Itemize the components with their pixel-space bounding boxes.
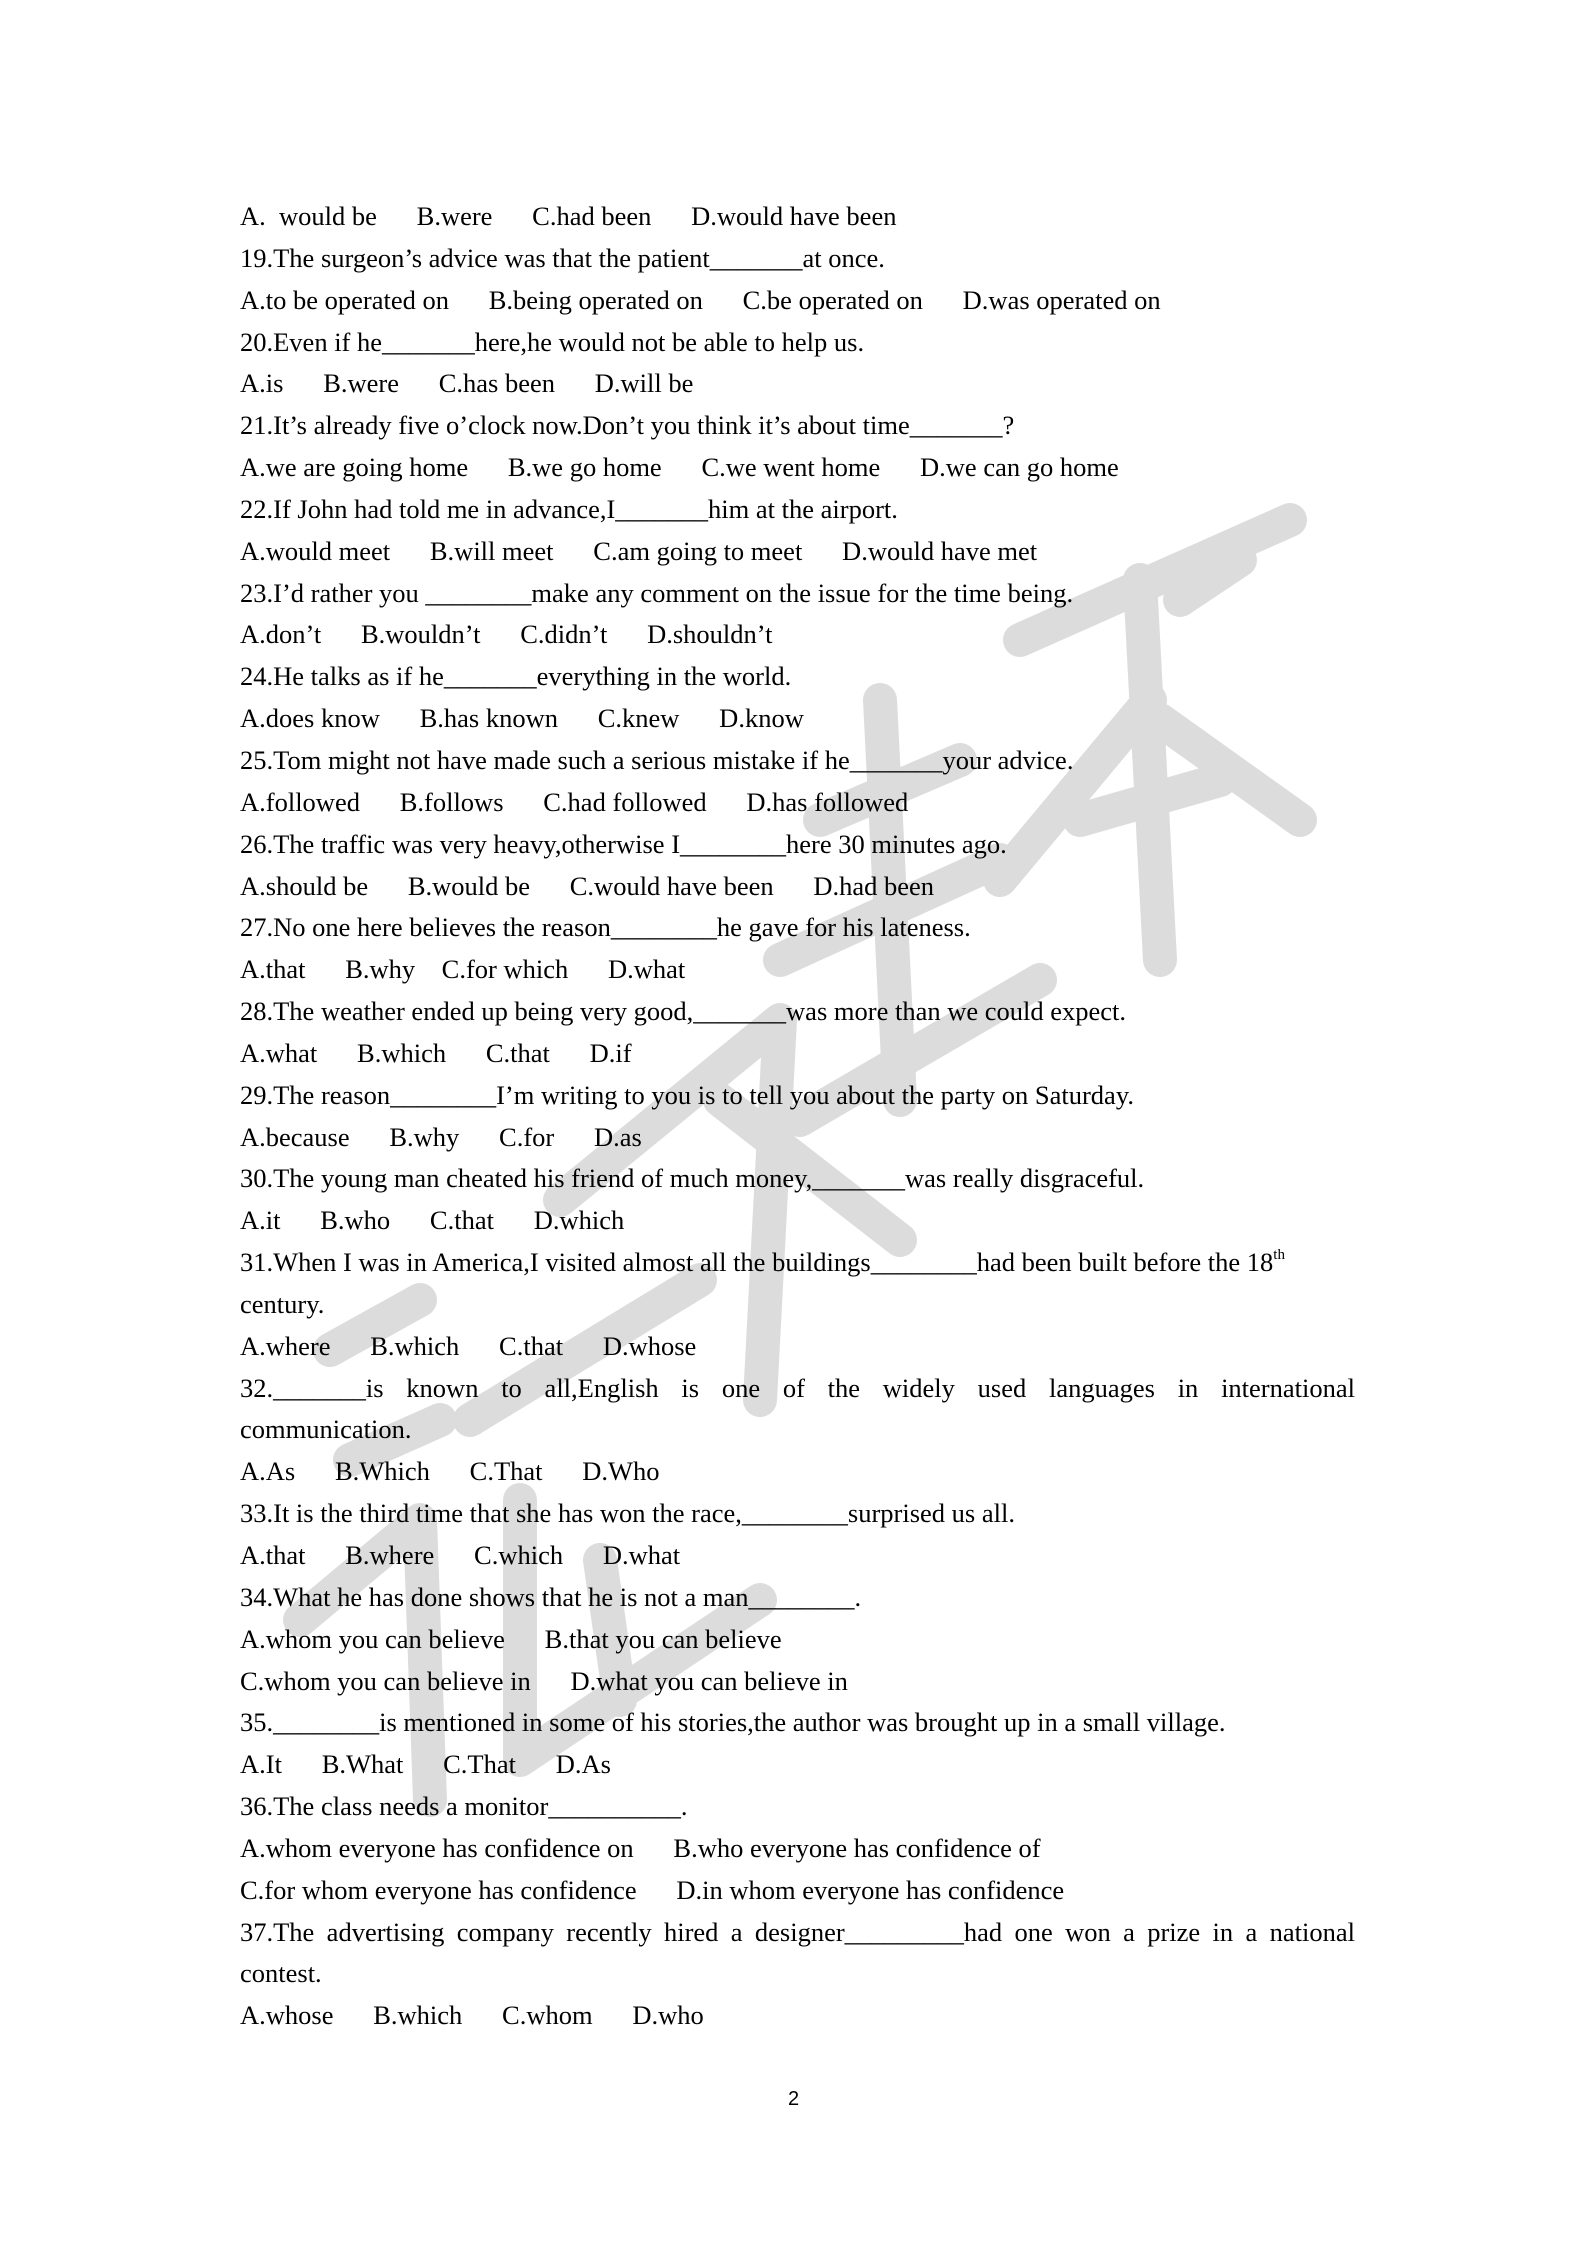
question-20: 20.Even if he_______here,he would not be able to help us. <box>240 326 865 357</box>
options-26: A.should be B.would be C.would have been D.had been <box>240 870 935 901</box>
options-27: A.that B.why C.for which D.what <box>240 954 686 985</box>
options-18: A. would be B.were C.had been D.would have been <box>240 201 897 231</box>
question-32: 32._______is known to all,English is one of the widely used languages in international <box>240 1372 1355 1403</box>
options-23: A.don’t B.wouldn’t C.didn’t D.shouldn’t <box>240 619 773 650</box>
options-21: A.we are going home B.we go home C.we went home D.we can go home <box>240 452 1119 483</box>
options-33: A.that B.where C.which D.what <box>240 1540 681 1570</box>
options-29: A.because B.why C.for D.as <box>240 1121 642 1152</box>
options-37: A.whose B.which C.whom D.who <box>240 2000 704 2031</box>
options-19: A.to be operated on B.being operated on C.be operated on D.was operated on <box>240 284 1161 315</box>
superscript-th: th <box>1273 1247 1285 1264</box>
question-24: 24.He talks as if he_______everything in the world. <box>240 661 792 692</box>
question-28: 28.The weather ended up being very good,_______was more than we could expect. <box>240 996 1127 1027</box>
question-22: 22.If John had told me in advance,I_______him at the airport. <box>240 493 898 524</box>
page-number: 2 <box>787 2088 800 2110</box>
options-36-cd: C.for whom everyone has confidence D.in whom everyone has confidence <box>240 1874 1065 1905</box>
question-31-continued: century. <box>240 1288 325 1319</box>
question-23: 23.I’d rather you ________make any comment on the issue for the time being. <box>240 577 1074 608</box>
question-33: 33.It is the third time that she has won the race,________surprised us all. <box>240 1498 1015 1529</box>
options-34-ab: A.whom you can believe B.that you can believe <box>240 1623 782 1654</box>
options-34-cd: C.whom you can believe in D.what you can believe in <box>240 1665 848 1696</box>
question-29: 29.The reason________I’m writing to you is to tell you about the party on Saturday. <box>240 1079 1134 1110</box>
options-30: A.it B.who C.that D.which <box>240 1205 625 1236</box>
options-24: A.does know B.has known C.knew D.know <box>240 703 804 734</box>
question-32-continued: communication. <box>240 1414 412 1445</box>
question-37-continued: contest. <box>240 1958 322 1989</box>
question-37: 37.The advertising company recently hired a designer_________had one won a prize in a national <box>240 1916 1355 1947</box>
options-36-ab: A.whom everyone has confidence on B.who everyone has confidence of <box>240 1832 1041 1863</box>
question-27: 27.No one here believes the reason________he gave for his lateness. <box>240 912 971 943</box>
options-32: A.As B.Which C.That D.Who <box>240 1456 660 1487</box>
options-25: A.followed B.follows C.had followed D.has followed <box>240 786 909 817</box>
question-19: 19.The surgeon’s advice was that the patient_______at once. <box>240 242 885 273</box>
question-21: 21.It’s already five o’clock now.Don’t you think it’s about time_______? <box>240 410 1015 441</box>
question-30: 30.The young man cheated his friend of much money,_______was really disgraceful. <box>240 1163 1145 1194</box>
question-34: 34.What he has done shows that he is not a man________. <box>240 1581 862 1612</box>
options-35: A.It B.What C.That D.As <box>240 1749 611 1780</box>
options-28: A.what B.which C.that D.if <box>240 1037 632 1068</box>
question-31 <box>240 1242 1355 1284</box>
question-36: 36.The class needs a monitor__________. <box>240 1791 688 1822</box>
question-31-text: 31.When I was in America,I visited almost all the buildings________had been built before the 18 <box>240 1247 1274 1278</box>
options-22: A.would meet B.will meet C.am going to meet D.would have met <box>240 535 1038 566</box>
question-25: 25.Tom might not have made such a serious mistake if he_______your advice. <box>240 744 1074 775</box>
question-text <box>240 196 1355 2037</box>
question-26: 26.The traffic was very heavy,otherwise I________here 30 minutes ago. <box>240 828 1007 859</box>
options-20: A.is B.were C.has been D.will be <box>240 368 694 399</box>
options-31: A.where B.which C.that D.whose <box>240 1330 697 1361</box>
question-35: 35.________is mentioned in some of his stories,the author was brought up in a small village. <box>240 1707 1226 1738</box>
